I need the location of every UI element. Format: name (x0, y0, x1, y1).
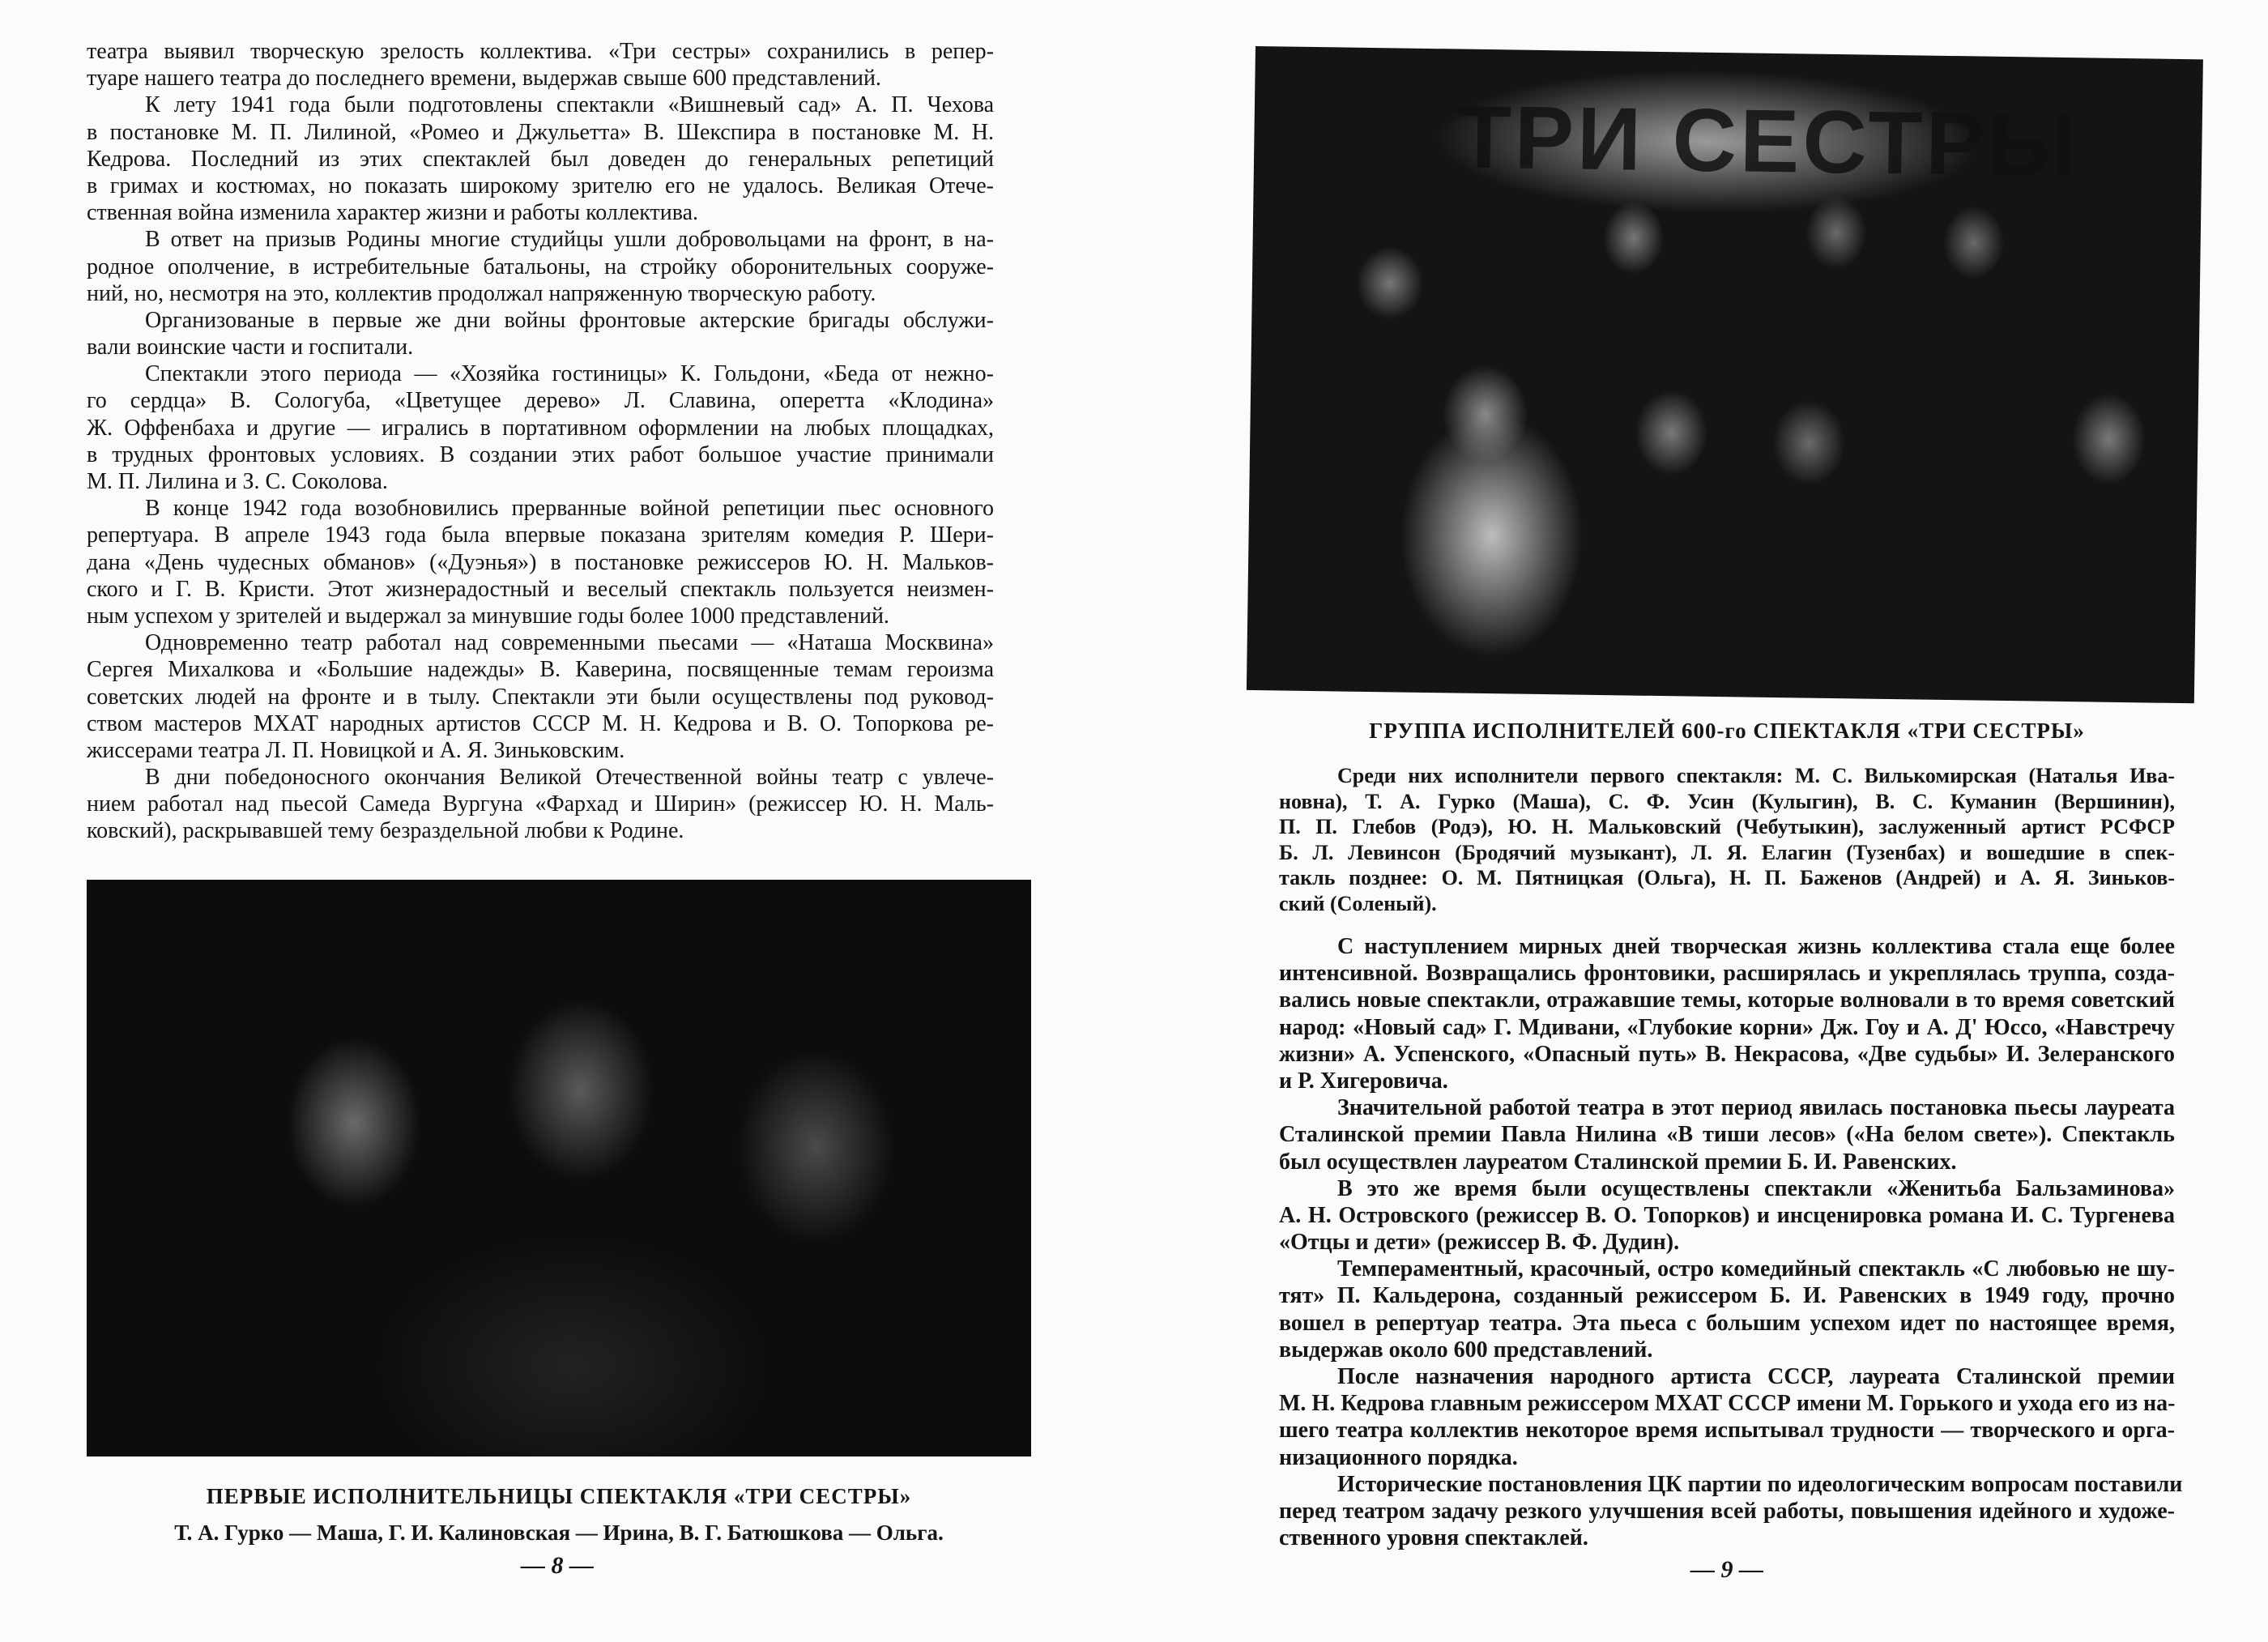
text-line: В это же время были осуществлены спектакли «Женитьба Бальзаминова» (1337, 1175, 2175, 1201)
photo-first-actresses (87, 880, 1031, 1456)
text-line: Б. Л. Левинсон (Бродячий музыкант), Л. Я. Елагин (Тузенбах) и вошедшие в спек- (1279, 840, 2175, 864)
paragraph (87, 360, 994, 495)
paragraph (1279, 763, 2175, 916)
text-line: был осуществлен лауреатом Сталинской премии Б. И. Равенских. (1279, 1149, 1957, 1175)
right-photo-caption-title: ГРУППА ИСПОЛНИТЕЛЕЙ 600-го СПЕКТАКЛЯ «ТРИ СЕСТРЫ» (1369, 719, 2085, 743)
paragraph (87, 764, 994, 845)
paragraph (87, 38, 994, 92)
paragraph (1279, 1471, 2183, 1552)
text-line: народ: «Новый сад» Г. Мдивани, «Глубокие корни» Дж. Гоу и А. Д' Юссо, «Навстречу (1279, 1014, 2175, 1040)
paragraph (1279, 933, 2175, 1094)
text-line: После назначения народного артиста СССР, лауреата Сталинской премии (1337, 1364, 2175, 1389)
paragraph (87, 226, 994, 307)
paragraph (87, 307, 994, 360)
text-line: Сталинской премии Павла Нилина «В тиши лесов» («На белом свете»). Спектакль (1279, 1122, 2175, 1148)
text-line: вались новые спектакли, отражавшие темы, которые волновали в то время советский (1279, 987, 2175, 1013)
paragraph (87, 495, 994, 629)
paragraph (1279, 1256, 2175, 1363)
paragraph (87, 92, 994, 226)
text-line: К лету 1941 года были подготовлены спектакли «Вишневый сад» А. П. Чехова (145, 92, 994, 118)
text-line: Кедрова. Последний из этих спектаклей был доведен до генеральных репетиций (87, 146, 994, 172)
text-line: ский (Соленый). (1279, 891, 1437, 915)
text-line: новна), Т. А. Гурко (Маша), С. Ф. Усин (Кулыгин), В. С. Куманин (Вершинин), (1279, 789, 2175, 813)
text-line: выдержав около 600 представлений. (1279, 1337, 1653, 1363)
text-line: родное ополчение, в истребительные батальоны, на стройку оборонительных сооруже- (87, 254, 994, 279)
text-line: ний, но, несмотря на это, коллектив продолжал напряженную творческую работу. (87, 280, 876, 306)
text-line: А. Н. Островского (режиссер В. О. Топорков) и инсценировка романа И. С. Тургенева (1279, 1202, 2175, 1228)
text-line: П. П. Глебов (Родэ), Ю. Н. Мальковский (Чебутыкин), заслуженный артист РСФСР (1279, 815, 2175, 838)
text-line: интенсивной. Возвращались фронтовики, расширялась и укреплялась труппа, созда- (1279, 961, 2175, 987)
text-line: такль позднее: О. М. Пятницкая (Ольга), Н. П. Баженов (Андрей) и А. Я. Зиньков- (1279, 866, 2175, 889)
text-line: в гримах и костюмах, но показать широкому зрителю его не удалось. Великая Отече- (87, 173, 994, 198)
text-line: шего театра коллектив некоторое время испытывал трудности — творческого и орга- (1279, 1418, 2175, 1444)
text-line: тят» П. Кальдерона, созданный режиссером Б. И. Равенских в 1949 году, прочно (1279, 1283, 2175, 1309)
paragraph (1279, 1094, 2175, 1175)
text-line: ковский), раскрывавшей тему безраздельной любви к Родине. (87, 818, 684, 844)
text-line: Одновременно театр работал над современными пьесами — «Наташа Москвина» (145, 630, 994, 656)
right-photo-caption-text (1279, 763, 2175, 916)
paragraph (1279, 1363, 2175, 1471)
text-line: Темпераментный, красочный, остро комедийный спектакль «С любовью не шу- (1337, 1256, 2175, 1282)
text-line: Среди них исполнители первого спектакля: М. С. Вилькомирская (Наталья Ива- (1337, 764, 2175, 787)
text-line: го сердца» В. Сологуба, «Цветущее дерево» Л. Славина, оперетта «Клодина» (87, 388, 994, 414)
page-number: — 8 — (521, 1552, 594, 1579)
text-line: жиссерами театра Л. П. Новицкой и А. Я. Зиньковским. (87, 737, 625, 763)
text-line: Спектакли этого периода — «Хозяйка гостиницы» К. Гольдони, «Беда от нежно- (145, 361, 994, 387)
text-line: нием работал над пьесой Самеда Вургуна «Фархад и Ширин» (режиссер Ю. Н. Маль- (87, 791, 994, 817)
text-line: Значительной работой театра в этот период явилась постановка пьесы лауреата (1337, 1095, 2175, 1121)
paragraph (87, 629, 994, 764)
text-line: Исторические постановления ЦК партии по идеологическим вопросам поставили (1337, 1471, 2183, 1497)
text-line: и Р. Хигеровича. (1279, 1068, 1448, 1094)
left-photo-caption-title: ПЕРВЫЕ ИСПОЛНИТЕЛЬНИЦЫ СПЕКТАКЛЯ «ТРИ СЕСТРЫ» (206, 1484, 912, 1508)
text-line: в постановке М. П. Лилиной, «Ромео и Джульетта» В. Шекспира в постановке М. Н. (87, 119, 994, 145)
text-line: ственная война изменила характер жизни и работы коллектива. (87, 200, 699, 226)
text-line: советских людей на фронте и в тылу. Спектакли эти были осуществлены под руковод- (87, 684, 994, 710)
text-line: театра выявил творческую зрелость коллектива. «Три сестры» сохранились в репер- (87, 39, 994, 64)
text-line: ным успехом у зрителей и выдержал за минувшие годы более 1000 представлений. (87, 603, 889, 629)
text-line: Организованые в первые же дни войны фронтовые актерские бригады обслужи- (145, 307, 994, 333)
photo-600th-performance-group (1247, 46, 2203, 703)
text-line: низационного порядка. (1279, 1444, 1518, 1470)
text-line: М. Н. Кедрова главным режиссером МХАТ СССР имени М. Горького и ухода его из на- (1279, 1391, 2176, 1417)
left-photo-caption-names: Т. А. Гурко — Маша, Г. И. Калиновская — Ирина, В. Г. Батюшкова — Ольга. (174, 1520, 944, 1545)
right-page (1134, 0, 2268, 1642)
page-number: — 9 — (1690, 1556, 1763, 1583)
text-line: перед театром задачу резкого улучшения всей работы, повышения идейного и художе- (1279, 1498, 2175, 1524)
text-line: ственного уровня спектаклей. (1279, 1525, 1588, 1551)
text-line: М. П. Лилина и З. С. Соколова. (87, 469, 388, 494)
text-line: вошел в репертуар театра. Эта пьеса с большим успехом идет по настоящее время, (1279, 1310, 2175, 1336)
text-line: репертуара. В апреле 1943 года была впервые показана зрителям комедия Р. Шери- (87, 522, 994, 548)
text-line: «Отцы и дети» (режиссер В. Ф. Дудин). (1279, 1230, 1680, 1256)
paragraph (1279, 1175, 2175, 1256)
text-line: В конце 1942 года возобновились прерванные войной репетиции пьес основного (145, 496, 994, 522)
text-line: В дни победоносного окончания Великой Отечественной войны театр с увлече- (145, 765, 994, 791)
text-line: Сергея Михалкова и «Большие надежды» В. Каверина, посвященные темам героизма (87, 657, 994, 683)
text-line: ством мастеров МХАТ народных артистов СССР М. Н. Кедрова и В. О. Топоркова ре- (87, 710, 994, 736)
left-body-text (87, 38, 994, 845)
text-line: ского и Г. В. Кристи. Этот жизнерадостный и веселый спектакль пользуется неизмен- (87, 576, 994, 602)
text-line: С наступлением мирных дней творческая жизнь коллектива стала еще более (1337, 934, 2175, 959)
poster-lettering: ТРИ СЕСТРЫ (1456, 87, 2080, 196)
right-body-text (1279, 933, 2183, 1551)
text-line: жизни» А. Успенского, «Опасный путь» В. Некрасова, «Две судьбы» И. Зелеранского (1279, 1041, 2175, 1067)
text-line: дана «День чудесных обманов» («Дуэнья») в постановке режиссеров Ю. Н. Мальков- (87, 549, 994, 575)
text-line: В ответ на призыв Родины многие студийцы ушли добровольцами на фронт, в на- (145, 227, 994, 253)
text-line: вали воинские части и госпитали. (87, 335, 414, 360)
text-line: туаре нашего театра до последнего времени, выдержав свыше 600 представлений. (87, 66, 881, 92)
text-line: в трудных фронтовых условиях. В создании этих работ большое участие принимали (87, 441, 994, 467)
text-line: Ж. Оффенбаха и другие — игрались в портативном оформлении на любых площадках, (87, 415, 994, 441)
